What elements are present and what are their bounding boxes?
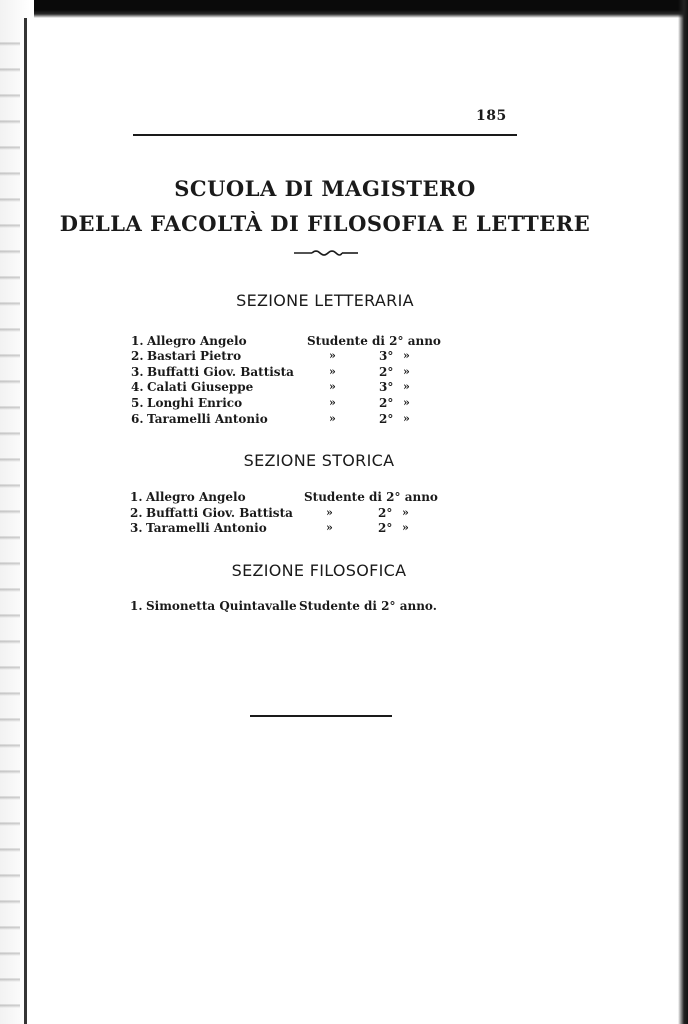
page-number: 185 bbox=[476, 108, 507, 124]
row-number: 1. bbox=[130, 490, 143, 504]
student-status: Studente di 2° anno bbox=[304, 490, 438, 504]
ditto-mark: » bbox=[329, 380, 336, 393]
header-rule bbox=[133, 134, 517, 136]
ditto-mark: » bbox=[329, 349, 336, 362]
ditto-mark: » bbox=[402, 521, 409, 534]
ditto-mark: » bbox=[402, 506, 409, 519]
row-number: 1. bbox=[131, 334, 144, 348]
row-number: 2. bbox=[131, 349, 144, 363]
student-status: Studente di 2° anno bbox=[307, 334, 441, 348]
section-heading-storica: SEZIONE STORICA bbox=[243, 451, 395, 470]
student-name: Bastari Pietro bbox=[147, 349, 242, 363]
student-year: 2° bbox=[379, 365, 394, 379]
student-year: 2° bbox=[379, 412, 394, 426]
student-name: Longhi Enrico bbox=[147, 396, 243, 410]
ditto-mark: » bbox=[329, 365, 336, 378]
student-name: Buffatti Giov. Battista bbox=[146, 506, 293, 520]
scan-binding-specks bbox=[0, 20, 20, 1020]
student-year: 3° bbox=[379, 380, 394, 394]
row-number: 1. bbox=[130, 599, 143, 613]
student-name: Taramelli Antonio bbox=[146, 521, 267, 535]
student-name: Allegro Angelo bbox=[147, 334, 247, 348]
ditto-mark: » bbox=[403, 412, 410, 425]
student-name: Allegro Angelo bbox=[146, 490, 246, 504]
scan-top-edge bbox=[0, 0, 688, 18]
ditto-mark: » bbox=[326, 506, 333, 519]
scan-binding-line bbox=[24, 18, 27, 1024]
section-heading-letteraria: SEZIONE LETTERARIA bbox=[236, 291, 414, 310]
page-title-line-2: DELLA FACOLTÀ DI FILOSOFIA E LETTERE bbox=[59, 211, 591, 236]
student-name: Taramelli Antonio bbox=[147, 412, 268, 426]
student-status: Studente di 2° anno. bbox=[299, 599, 437, 613]
closing-rule bbox=[250, 715, 392, 717]
scan-right-edge bbox=[678, 0, 688, 1024]
ditto-mark: » bbox=[403, 365, 410, 378]
row-number: 4. bbox=[131, 380, 144, 394]
row-number: 2. bbox=[130, 506, 143, 520]
student-name: Simonetta Quintavalle bbox=[146, 599, 297, 613]
ditto-mark: » bbox=[403, 396, 410, 409]
ditto-mark: » bbox=[329, 412, 336, 425]
ornament-divider-icon bbox=[294, 249, 358, 257]
page-title-line-1: SCUOLA DI MAGISTERO bbox=[174, 176, 476, 201]
ditto-mark: » bbox=[329, 396, 336, 409]
student-name: Calati Giuseppe bbox=[147, 380, 254, 394]
section-heading-filosofica: SEZIONE FILOSOFICA bbox=[231, 561, 407, 580]
ditto-mark: » bbox=[326, 521, 333, 534]
row-number: 3. bbox=[131, 365, 144, 379]
row-number: 3. bbox=[130, 521, 143, 535]
student-name: Buffatti Giov. Battista bbox=[147, 365, 294, 379]
student-year: 2° bbox=[378, 521, 393, 535]
student-year: 2° bbox=[379, 396, 394, 410]
student-year: 2° bbox=[378, 506, 393, 520]
row-number: 6. bbox=[131, 412, 144, 426]
ditto-mark: » bbox=[403, 380, 410, 393]
row-number: 5. bbox=[131, 396, 144, 410]
ditto-mark: » bbox=[403, 349, 410, 362]
student-year: 3° bbox=[379, 349, 394, 363]
